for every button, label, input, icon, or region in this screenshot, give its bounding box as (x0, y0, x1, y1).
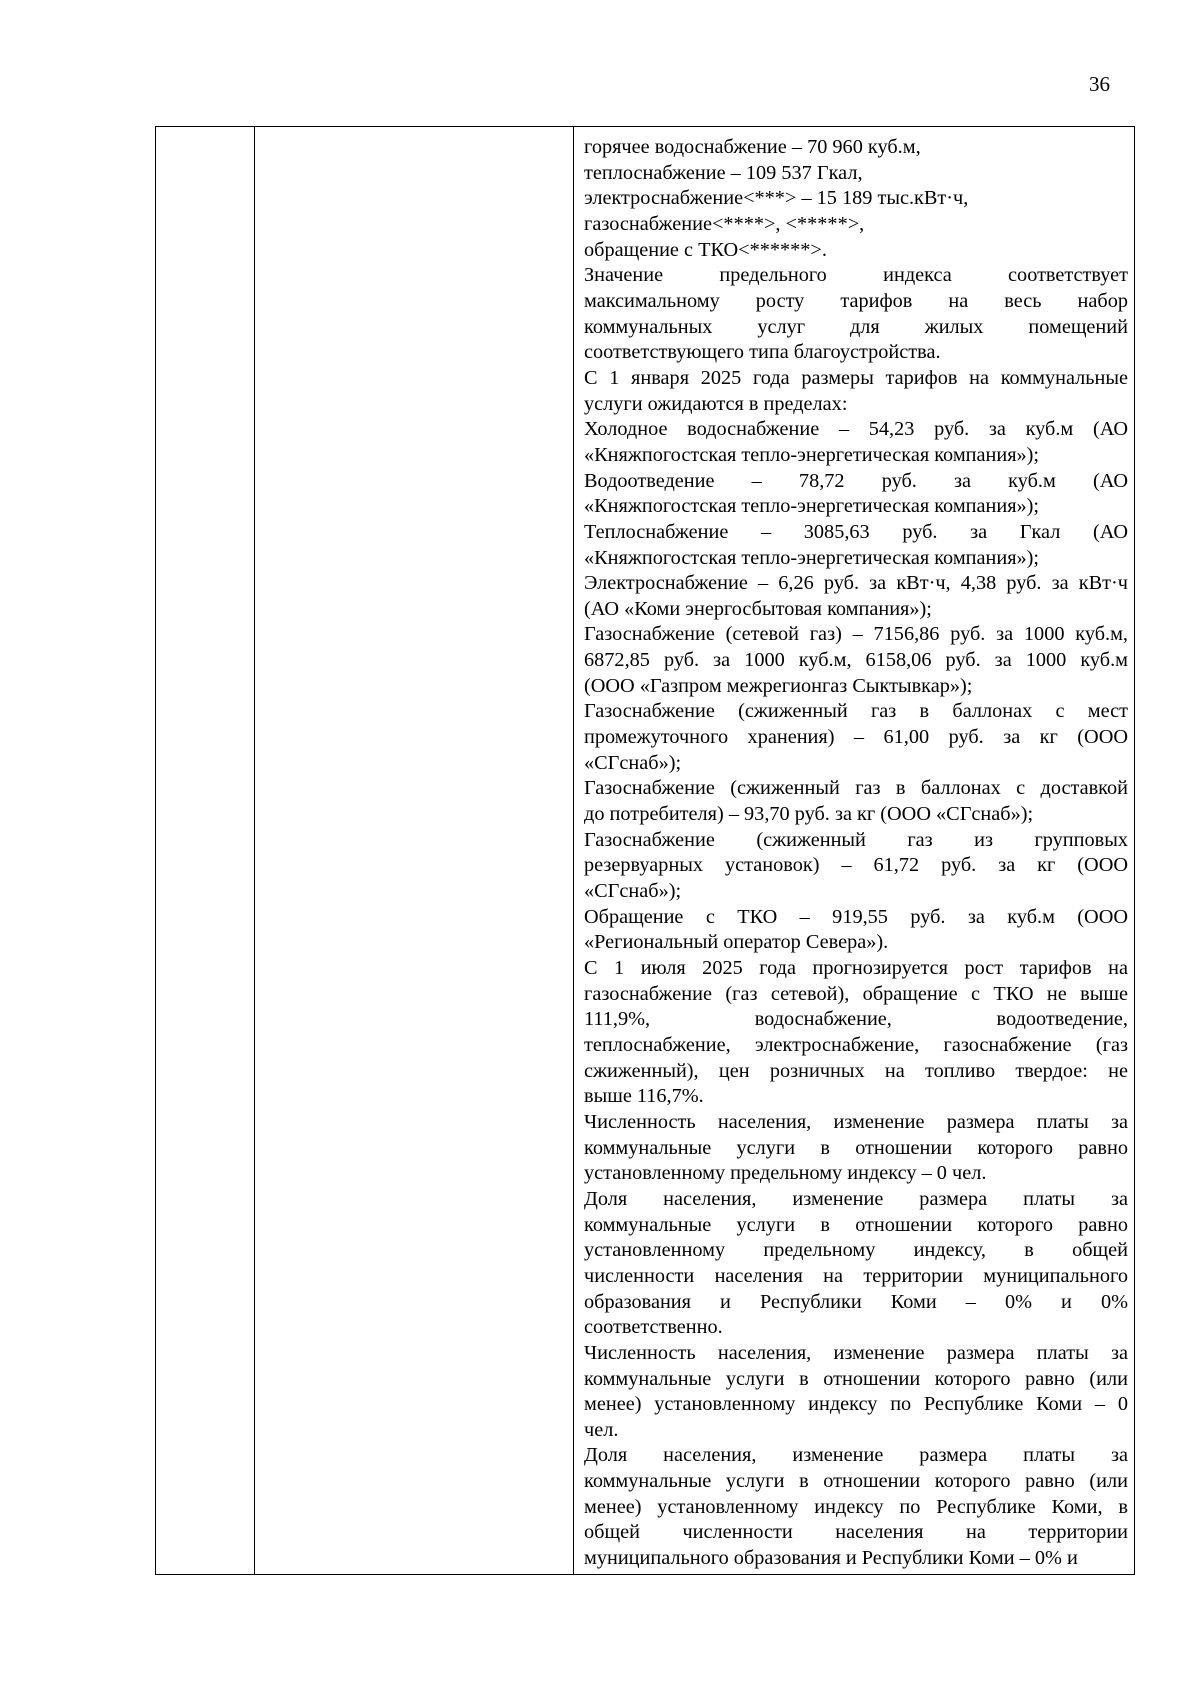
text-line: Электроснабжение – 6,26 руб. за кВт·ч, 4,38 руб. за кВт·ч (584, 572, 1128, 595)
paragraph (584, 417, 1128, 468)
paragraph (584, 135, 1128, 161)
text-line: Численность населения, изменение размера платы за (584, 1110, 1128, 1133)
text-line: теплоснабжение – 109 537 Гкал, (584, 161, 863, 184)
text-line: установленному предельному индексу, в общей (584, 1239, 1128, 1262)
text-line: Газоснабжение (сжиженный газ в баллонах с доставкой (584, 777, 1128, 800)
paragraph (584, 956, 1128, 1110)
paragraph-list (584, 135, 1128, 1572)
text-line: коммунальных услуг для жилых помещений (584, 315, 1128, 338)
text-line: газоснабжение<****>, <*****>, (584, 212, 865, 235)
text-line: Доля населения, изменение размера платы за (584, 1187, 1128, 1210)
paragraph (584, 212, 1128, 238)
text-line: общей численности населения на территории (584, 1521, 1128, 1544)
paragraph (584, 366, 1128, 417)
text-line: коммунальные услуги в отношении которого равно (или (584, 1367, 1128, 1390)
text-line: Доля населения, изменение размера платы за (584, 1444, 1128, 1467)
text-line: «СГснаб»); (584, 751, 682, 774)
table-cell-empty-2 (255, 127, 574, 1575)
table-row (156, 127, 1135, 1575)
text-line: горячее водоснабжение – 70 960 куб.м, (584, 136, 921, 158)
paragraph (584, 622, 1128, 699)
paragraph (584, 238, 1128, 264)
text-line: Обращение с ТКО – 919,55 руб. за куб.м (ООО (584, 905, 1128, 928)
text-line: промежуточного хранения) – 61,00 руб. за кг (ООО (584, 726, 1128, 749)
paragraph (584, 776, 1128, 827)
paragraph (584, 263, 1128, 366)
text-line: Водоотведение – 78,72 руб. за куб.м (АО (584, 469, 1128, 492)
text-line: «Княжпогостская тепло-энергетическая компания»); (584, 443, 1040, 466)
text-line: Холодное водоснабжение – 54,23 руб. за куб.м (АО (584, 418, 1128, 441)
paragraph (584, 571, 1128, 622)
text-line: Газоснабжение (сетевой газ) – 7156,86 руб. за 1000 куб.м, (584, 623, 1128, 646)
text-line: «Княжпогостская тепло-энергетическая компания»); (584, 495, 1040, 518)
text-line: 6872,85 руб. за 1000 куб.м, 6158,06 руб. за 1000 куб.м (584, 649, 1128, 672)
paragraph (584, 699, 1128, 776)
text-line: газоснабжение (газ сетевой), обращение с ТКО не выше (584, 982, 1128, 1005)
text-line: С 1 июля 2025 года прогнозируется рост тарифов на (584, 957, 1128, 979)
text-line: Численность населения, изменение размера платы за (584, 1341, 1128, 1364)
text-line: (АО «Коми энергосбытовая компания»); (584, 597, 932, 620)
text-line: резервуарных установок) – 61,72 руб. за кг (ООО (584, 854, 1128, 877)
text-line: соответствующего типа благоустройства. (584, 341, 941, 364)
paragraph (584, 1341, 1128, 1444)
paragraph (584, 1187, 1128, 1341)
text-line: услуги ожидаются в пределах: (584, 392, 848, 415)
text-line: коммунальные услуги в отношении которого равно (584, 1136, 1128, 1159)
text-line: образования и Республики Коми – 0% и 0% (584, 1290, 1128, 1313)
text-line: соответственно. (584, 1316, 723, 1339)
table-cell-empty-1 (156, 127, 255, 1575)
paragraph (584, 520, 1128, 571)
text-line: муниципального образования и Республики Коми – 0% и (584, 1547, 1078, 1570)
text-line: сжиженный), цен розничных на топливо твердое: не (584, 1059, 1128, 1082)
paragraph (584, 1110, 1128, 1187)
text-line: 111,9%, водоснабжение, водоотведение, (584, 1008, 1128, 1031)
text-line: Теплоснабжение – 3085,63 руб. за Гкал (АО (584, 520, 1128, 543)
text-line: теплоснабжение, электроснабжение, газоснабжение (газ (584, 1033, 1128, 1056)
text-line: обращение с ТКО<******>. (584, 238, 827, 261)
text-line: выше 116,7%. (584, 1085, 704, 1108)
text-line: максимальному росту тарифов на весь набор (584, 289, 1128, 312)
text-line: коммунальные услуги в отношении которого равно (или (584, 1470, 1128, 1493)
text-line: «СГснаб»); (584, 880, 682, 903)
paragraph (584, 1443, 1128, 1571)
text-line: Газоснабжение (сжиженный газ в баллонах с мест (584, 700, 1128, 723)
text-line: коммунальные услуги в отношении которого равно (584, 1213, 1128, 1236)
text-line: менее) установленному индексу по Республике Коми – 0 (584, 1393, 1128, 1416)
text-line: «Княжпогостская тепло-энергетическая компания»); (584, 546, 1040, 569)
paragraph (584, 828, 1128, 905)
page-number: 36 (1089, 72, 1110, 96)
text-line: Газоснабжение (сжиженный газ из групповых (584, 828, 1128, 851)
paragraph (584, 905, 1128, 956)
text-line: «Региональный оператор Севера»). (584, 931, 889, 954)
text-line: установленному предельному индексу – 0 чел. (584, 1162, 987, 1185)
text-line: менее) установленному индексу по Республике Коми, в (584, 1495, 1128, 1518)
text-line: чел. (584, 1418, 619, 1441)
text-line: (ООО «Газпром межрегионгаз Сыктывкар»); (584, 674, 973, 697)
text-line: электроснабжение<***> – 15 189 тыс.кВт·ч, (584, 187, 969, 210)
paragraph (584, 469, 1128, 520)
text-line: Значение предельного индекса соответствует (584, 264, 1128, 287)
document-table (155, 126, 1135, 1575)
table-cell-content (574, 127, 1135, 1575)
paragraph (584, 161, 1128, 187)
paragraph (584, 186, 1128, 212)
text-line: до потребителя) – 93,70 руб. за кг (ООО «СГснаб»); (584, 803, 1034, 826)
text-line: С 1 января 2025 года размеры тарифов на коммунальные (584, 366, 1128, 389)
text-line: численности населения на территории муниципального (584, 1264, 1128, 1287)
